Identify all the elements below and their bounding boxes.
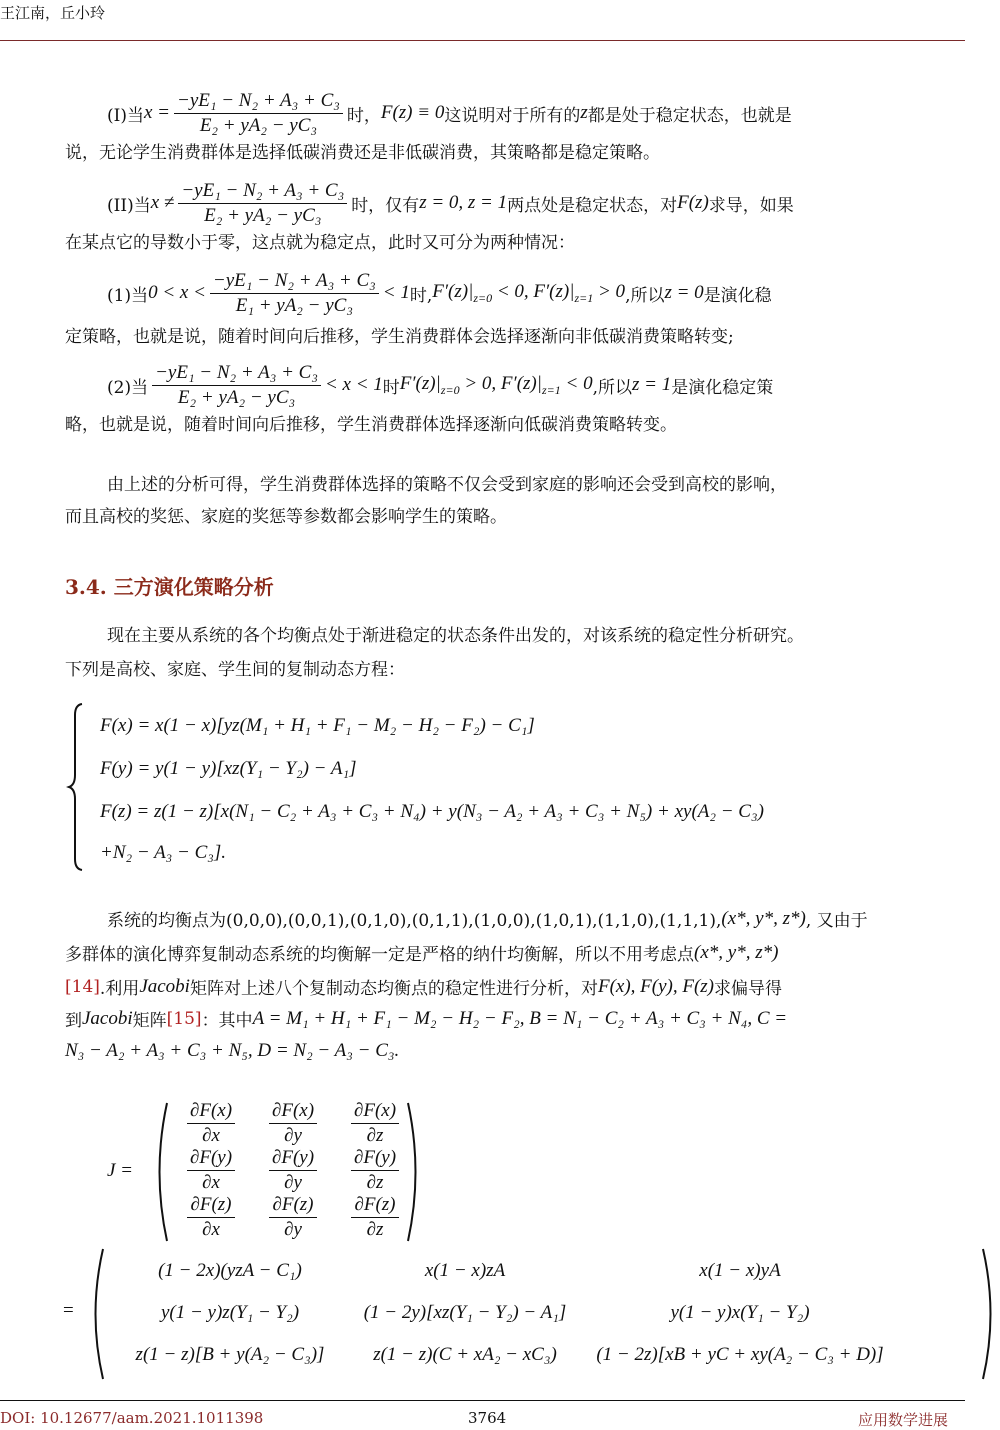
- subscript: z=1: [574, 290, 594, 305]
- text: 系统的均衡点为(0,0,0),(0,0,1),(0,1,0),(0,1,1),(1,0,0),(1,0,1),(1,1,0),(1,1,1),: [107, 911, 722, 931]
- footer-journal: 应用数学进展: [858, 1411, 949, 1429]
- math: x =: [143, 102, 170, 123]
- math: N₃ − A₂ + A₃ + C₃ + N₅, D = N₂ − A₃ − C₃.: [65, 1040, 400, 1061]
- numerator: ∂F(y): [187, 1147, 235, 1171]
- denominator: ∂z: [366, 1219, 384, 1240]
- denominator: ∂x: [202, 1172, 220, 1193]
- math: x ≠: [150, 192, 175, 213]
- case-i-line2: 说，无论学生消费群体是选择低碳消费还是非低碳消费，其策略都是稳定策略。: [65, 143, 660, 163]
- text: 求偏导得: [714, 979, 783, 999]
- intro-line2: 下列是高校、家庭、学生间的复制动态方程：: [65, 660, 405, 680]
- math: z = 0: [664, 282, 704, 303]
- footer-doi[interactable]: DOI: 10.12677/aam.2021.1011398: [0, 1409, 264, 1427]
- numerator: ∂F(z): [269, 1194, 316, 1218]
- text: 时,: [409, 285, 433, 306]
- matrix-entry: z(1 − z)[B + y(A₂ − C₃)]: [135, 1344, 325, 1365]
- math: (x*, y*, z*): [721, 907, 806, 929]
- text: (1)当: [107, 285, 149, 306]
- denominator: ∂x: [202, 1125, 220, 1146]
- denominator: ∂z: [366, 1172, 384, 1193]
- partial-derivative: [187, 1194, 234, 1241]
- subscript: z=1: [541, 382, 561, 397]
- partial-derivative: [351, 1100, 399, 1147]
- numerator: ∂F(z): [187, 1194, 234, 1218]
- matrix-entry: (1 − 2z)[xB + yC + xy(A₂ − C₃ + D)]: [596, 1344, 884, 1365]
- running-header-authors: 王江南，丘小玲: [0, 4, 106, 22]
- text: 两点处是稳定状态，对: [507, 195, 678, 216]
- partial-derivative: [187, 1147, 235, 1194]
- text: 是演化稳定策: [671, 377, 774, 398]
- math: z: [580, 102, 588, 123]
- right-paren-big: [980, 1248, 1000, 1380]
- text: 是演化稳: [703, 285, 772, 306]
- denominator: ∂y: [284, 1172, 302, 1193]
- numerator: ∂F(x): [187, 1100, 235, 1124]
- equilibrium-line2: [65, 940, 965, 965]
- jacobian-partials-matrix: [170, 1100, 416, 1241]
- text: 矩阵: [132, 1011, 167, 1031]
- denominator: E₂ + yA₂ − yC₃: [204, 204, 322, 226]
- subscript: z=0: [440, 382, 460, 397]
- case-2-line2: 略，也就是说，随着时间向后推移，学生消费群体选择逐渐向低碳消费策略转变。: [65, 415, 677, 435]
- equation-fz: F(z) = z(1 − z)[x(N₁ − C₂ + A₃ + C₃ + N₄) + y(N₃ − A₂ + A₃ + C₃ + N₅) + xy(A₂ − C₃): [100, 801, 764, 822]
- math: A = M₁ + H₁ + F₁ − M₂ − H₂ − F₂, B = N₁ − C₂ + A₃ + C₃ + N₄, C =: [252, 1007, 788, 1029]
- fraction: [174, 90, 343, 137]
- text: 这说明对于所有的: [444, 105, 581, 126]
- matrix-entry: y(1 − y)x(Y₁ − Y₂): [670, 1302, 810, 1323]
- text: 求导，如果: [708, 195, 794, 216]
- conclusion-line1: 由上述的分析可得，学生消费群体选择的策略不仅会受到家庭的影响还会受到高校的影响，: [107, 475, 787, 495]
- partial-derivative: [351, 1147, 399, 1194]
- math: z = 1: [631, 374, 672, 395]
- partial-derivative: [351, 1194, 398, 1241]
- denominator: ∂y: [284, 1125, 302, 1146]
- equation-fx: F(x) = x(1 − x)[yz(M₁ + H₁ + F₁ − M₂ − H₂ − F₂) − C₁]: [100, 715, 535, 736]
- math: F′(z)|: [399, 372, 441, 394]
- text: (II)当: [107, 195, 151, 216]
- denominator: E₁ + yA₂ − yC₃: [235, 294, 353, 316]
- right-paren: [405, 1102, 425, 1242]
- numerator: −yE₁ − N₂ + A₃ + C₃: [174, 90, 343, 114]
- matrix-entry: z(1 − z)(C + xA₂ − xC₃): [373, 1344, 557, 1365]
- partial-derivative: [269, 1147, 317, 1194]
- equation-fz-cont: +N₂ − A₃ − C₃].: [100, 842, 227, 863]
- text: 时，仅有: [351, 195, 420, 216]
- numerator: ∂F(y): [351, 1147, 399, 1171]
- numerator: ∂F(x): [269, 1100, 317, 1124]
- citation-link[interactable]: [15]: [166, 1008, 202, 1029]
- math: Jacobi: [82, 1007, 133, 1029]
- text: 时: [382, 377, 400, 398]
- text: .利用: [99, 979, 140, 999]
- text: 都是处于稳定状态，也就是: [587, 105, 792, 126]
- matrix-entry: x(1 − x)zA: [424, 1260, 506, 1281]
- denominator: ∂z: [366, 1125, 384, 1146]
- conclusion-line2: 而且高校的奖惩、家庭的奖惩等参数都会影响学生的策略。: [65, 507, 507, 527]
- matrix-entry: (1 − 2y)[xz(Y₁ − Y₂) − A₁]: [363, 1302, 567, 1323]
- text: 多群体的演化博弈复制动态系统的均衡解一定是严格的纳什均衡解，所以不用考虑点: [65, 945, 694, 965]
- left-brace: [66, 703, 86, 871]
- math: F(z): [677, 192, 709, 213]
- intro-line1: 现在主要从系统的各个均衡点处于渐进稳定的状态条件出发的，对该系统的稳定性分析研究。: [107, 626, 804, 646]
- math: z = 0, z = 1: [419, 192, 508, 213]
- numerator: −yE₁ − N₂ + A₃ + C₃: [152, 362, 321, 386]
- text: 矩阵对上述八个复制动态均衡点的稳定性进行分析，对: [189, 979, 598, 999]
- matrix-entry: (1 − 2x)(yzA − C₁): [158, 1260, 302, 1281]
- denominator: ∂y: [284, 1219, 302, 1240]
- numerator: −yE₁ − N₂ + A₃ + C₃: [178, 180, 347, 204]
- numerator: ∂F(x): [351, 1100, 399, 1124]
- partial-derivative: [269, 1194, 316, 1241]
- equilibrium-line3: [65, 974, 965, 999]
- text: ：其中: [201, 1011, 253, 1031]
- denominator: ∂x: [202, 1219, 220, 1240]
- jacobian-lhs: J =: [107, 1160, 134, 1181]
- math: F′(z)|: [432, 280, 474, 302]
- text: (I)当: [107, 105, 144, 126]
- footer-rule: [0, 1400, 965, 1401]
- derivative-conditions: [432, 281, 625, 306]
- math: < 0: [565, 372, 593, 394]
- derivative-conditions: [400, 373, 593, 398]
- case-1-line1: [107, 270, 965, 316]
- section-heading: 3.4. 三方演化策略分析: [65, 575, 274, 599]
- math: F(z) ≡ 0: [380, 102, 445, 123]
- case-2-line1: [107, 362, 965, 408]
- numerator: −yE₁ − N₂ + A₃ + C₃: [210, 270, 379, 294]
- math: < 0, F′(z)|: [496, 280, 575, 302]
- numerator: ∂F(y): [269, 1147, 317, 1171]
- case-1-line2: 定策略，也就是说，随着时间向后推移，学生消费群体会选择逐渐向非低碳消费策略转变;: [65, 327, 734, 347]
- math: F(x), F(y), F(z): [597, 975, 715, 997]
- text: ,所以: [592, 377, 632, 398]
- math: Jacobi: [139, 975, 190, 997]
- equilibrium-line4: [65, 1006, 965, 1031]
- text: 到: [65, 1011, 82, 1031]
- denominator: E₂ + yA₂ − yC₃: [177, 386, 296, 408]
- math: > 0: [597, 280, 626, 302]
- equilibrium-line5: [65, 1040, 965, 1062]
- math: < x < 1: [324, 374, 383, 395]
- math: > 0, F′(z)|: [464, 372, 542, 394]
- partial-derivative: [269, 1100, 317, 1147]
- case-i-line1: [107, 90, 965, 136]
- page-number: 3764: [468, 1409, 507, 1427]
- text: , 又由于: [805, 911, 868, 931]
- jacobian-entries-matrix: [105, 1260, 905, 1366]
- equals-sign: =: [63, 1300, 74, 1321]
- fraction: [152, 362, 321, 409]
- fraction: [210, 270, 379, 317]
- math: (x*, y*, z*): [694, 941, 779, 963]
- fraction: [178, 180, 347, 227]
- left-paren: [150, 1102, 170, 1242]
- text: (2)当: [107, 377, 149, 398]
- citation-link[interactable]: [14]: [65, 976, 100, 997]
- text: 时，: [346, 105, 381, 126]
- matrix-entry: y(1 − y)z(Y₁ − Y₂): [160, 1302, 300, 1323]
- text: ,所以: [625, 285, 665, 306]
- header-rule: [0, 40, 965, 41]
- denominator: E₂ + yA₂ − yC₃: [199, 114, 318, 136]
- case-ii-line1: [107, 180, 965, 226]
- equilibrium-line1: [107, 906, 965, 931]
- math: < 1: [382, 282, 410, 303]
- numerator: ∂F(z): [351, 1194, 398, 1218]
- left-paren-big: [86, 1248, 106, 1380]
- equation-fy: F(y) = y(1 − y)[xz(Y₁ − Y₂) − A₁]: [100, 758, 357, 779]
- subscript: z=0: [473, 290, 493, 305]
- math: 0 < x <: [148, 282, 206, 303]
- matrix-entry: x(1 − x)yA: [699, 1260, 781, 1281]
- case-ii-line2: 在某点它的导数小于零，这点就为稳定点，此时又可分为两种情况：: [65, 233, 575, 253]
- partial-derivative: [187, 1100, 235, 1147]
